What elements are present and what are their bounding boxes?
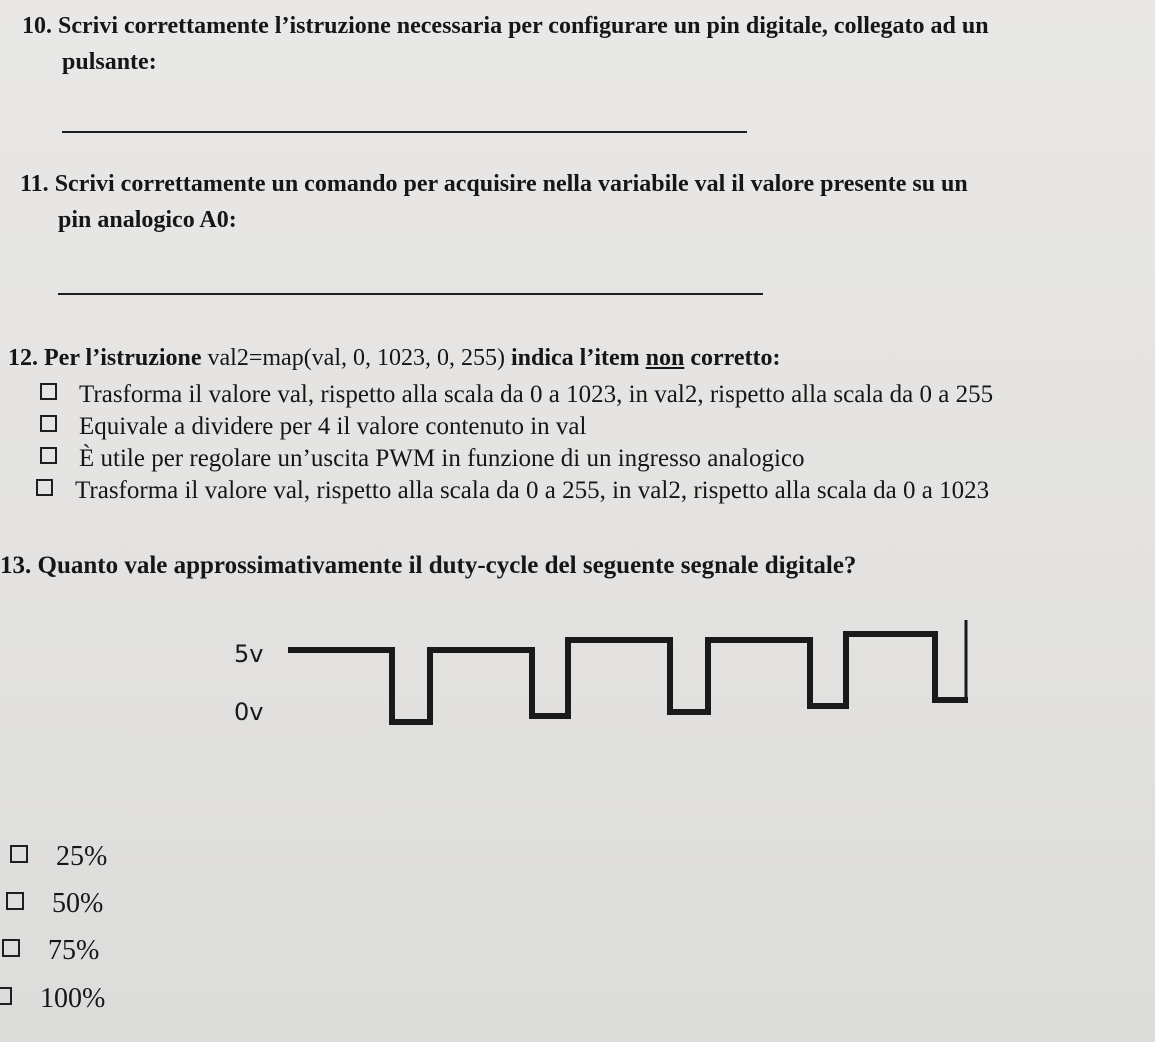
question-10-text-line2: pulsante: xyxy=(62,49,157,75)
q13-option-50[interactable]: 50% xyxy=(6,887,103,921)
question-12: 12. Per l’istruzione val2=map(val, 0, 1023, 0, 255) indica l’item non corretto: xyxy=(8,345,781,371)
q13-option-100[interactable]: 100% xyxy=(0,982,105,1016)
q13-option-25[interactable]: 25% xyxy=(10,840,107,874)
checkbox[interactable] xyxy=(10,845,28,863)
non-underlined: non xyxy=(645,345,685,371)
answer-line-q10[interactable] xyxy=(62,131,747,133)
question-11-text-line2: pin analogico A0: xyxy=(58,207,237,233)
answer-line-q11[interactable] xyxy=(58,293,763,295)
q12-option-2[interactable]: Equivale a dividere per 4 il valore contenuto in val xyxy=(40,412,586,442)
waveform xyxy=(288,634,968,722)
question-10-number: 10. xyxy=(22,13,52,39)
checkbox[interactable] xyxy=(0,987,12,1005)
checkbox[interactable] xyxy=(6,892,24,910)
q13-option-75[interactable]: 75% xyxy=(2,934,99,968)
question-11-text: 11. Scrivi correttamente un comando per acquisire nella variabile val il valore presente su un xyxy=(20,171,968,197)
question-10 xyxy=(22,8,1132,80)
square-wave-signal xyxy=(220,610,980,730)
checkbox[interactable] xyxy=(2,939,20,957)
checkbox[interactable] xyxy=(40,447,57,464)
checkbox[interactable] xyxy=(40,383,57,400)
q12-option-4[interactable]: Trasforma il valore val, rispetto alla scala da 0 a 255, in val2, rispetto alla scala da 0 a 1023 xyxy=(36,476,989,506)
label-5v: 5v xyxy=(234,640,264,668)
checkbox[interactable] xyxy=(36,479,53,496)
checkbox[interactable] xyxy=(40,415,57,432)
map-code: val2=map(val, 0, 1023, 0, 255) xyxy=(207,345,505,371)
question-10-text: 10. Scrivi correttamente l’istruzione necessaria per configurare un pin digitale, collegato ad un xyxy=(22,13,989,39)
question-11-number: 11. xyxy=(20,171,49,197)
q12-option-1[interactable]: Trasforma il valore val, rispetto alla scala da 0 a 1023, in val2, rispetto alla scala da 0 a 255 xyxy=(40,380,993,410)
question-13-text: 13. Quanto vale approssimativamente il duty-cycle del seguente segnale digitale? xyxy=(0,552,857,579)
q12-option-3[interactable]: È utile per regolare un’uscita PWM in funzione di un ingresso analogico xyxy=(40,444,805,474)
label-0v: 0v xyxy=(234,698,264,726)
question-11 xyxy=(20,166,1140,238)
